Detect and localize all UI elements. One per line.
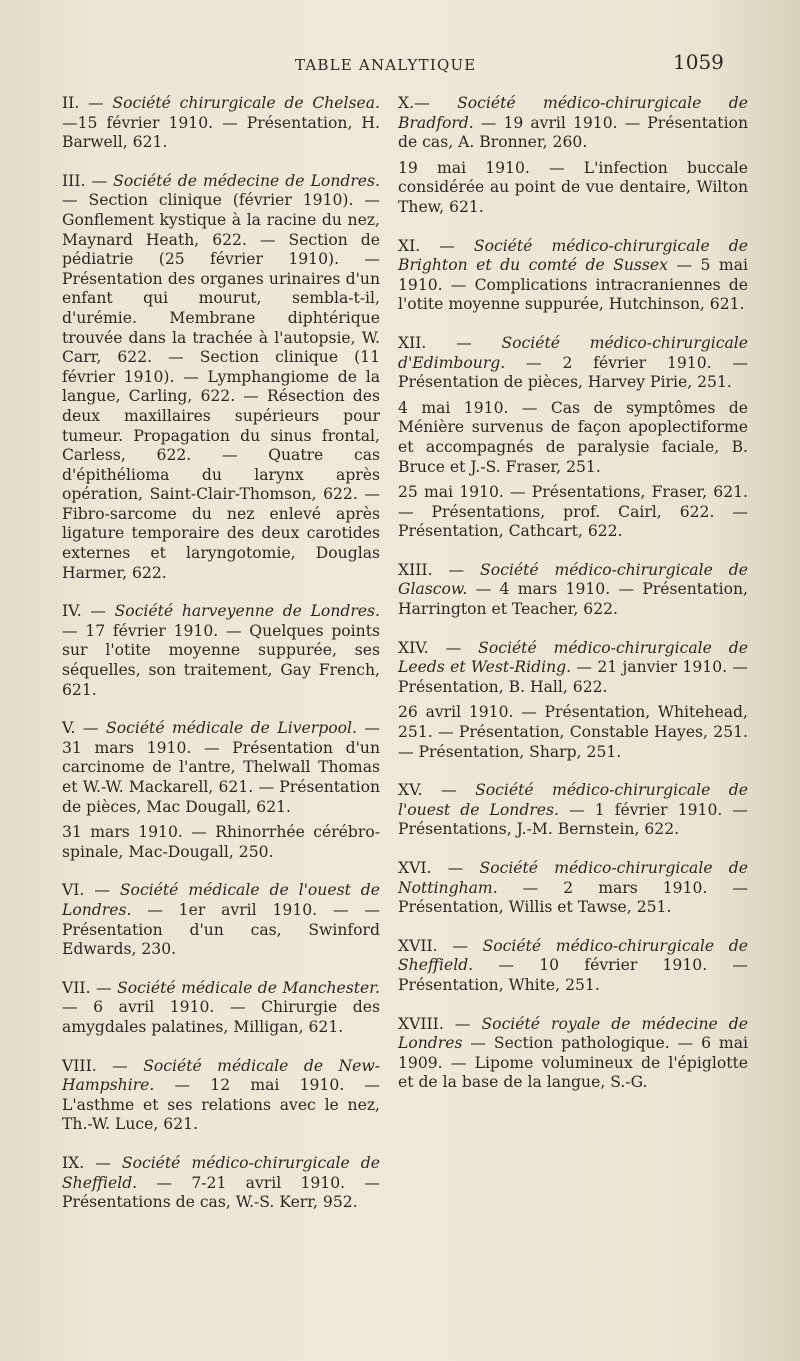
society-name: Société médico-chirurgicale d'Edimbourg. [398,333,749,372]
index-entry [398,1015,748,1093]
entry-separator: — [90,978,118,997]
index-entry [398,561,748,620]
entry-number: X. [398,94,415,112]
entry-separator: — [414,94,458,112]
entry-text: — 5 mai 1910. — Complications intracraniennes de l'otite moyenne suppurée, Hutchinson, 621. [398,256,748,314]
entry-text: — 6 avril 1910. — Chirurgie des amygdales palatines, Milligan, 621. [62,998,380,1036]
entry-subitem: 4 mai 1910. — Cas de symptômes de Ménière survenus de façon apoplectiforme et accompagnés de paralysie faciale, B. Bruce et J.-S. Fraser, 251. [398,398,748,476]
entry-separator: — [422,781,476,800]
entry-separator: — [431,859,480,877]
society-name: Société harveyenne de Londres. [114,602,380,621]
running-title: TABLE ANALYTIQUE [295,56,477,74]
right-column [398,94,748,1112]
index-entry [62,1154,380,1213]
entry-number: V. [62,719,76,738]
entry-number: XI. [398,236,421,255]
society-name: Société médico-chirurgicale de Brighton et du comté de Sussex [398,236,748,275]
society-name: Société médicale de New-Hampshire. [62,1056,380,1095]
entry-separator: — [75,719,107,738]
index-entry [398,781,748,840]
entry-separator: — [84,1153,122,1172]
entry-number: XII. [398,333,427,352]
index-entry [62,881,380,959]
index-entry [62,172,380,583]
entry-text: — 2 février 1910. — Présentation de pièces, Harvey Pirie, 251. [398,353,748,392]
index-entry [398,639,748,763]
index-entry [398,334,748,542]
entry-subitem: 31 mars 1910. — Rhinorrhée cérébro-spinale, Mac-Dougall, 250. [62,823,380,861]
entry-number: VII. [62,978,91,997]
entry-separator: — [428,638,479,657]
index-entry [62,979,380,1038]
index-entry [62,602,380,700]
entry-text: — 2 mars 1910. — Présentation, Willis et Tawse, 251. [398,878,748,917]
society-name: Société médicale de Manchester. [117,978,380,997]
left-column [62,94,380,1232]
entry-number: XV. [398,781,423,800]
entry-separator: — [437,936,483,955]
entry-number: IX. [62,1153,85,1172]
entry-text: — Section pathologique. — 6 mai 1909. — Lipome volumineux de l'épiglotte et de la base de la langue, S.-G. [398,1034,748,1092]
entry-separator: — [85,171,114,190]
entry-number: IV. [62,602,82,621]
society-name: Société royale de médecine de Londres [398,1014,748,1053]
society-name: Société médico-chirurgicale de Bradford. [398,94,748,132]
index-entry [398,937,748,996]
entry-text: — 1 février 1910. — Présentations, J.-M. Bernstein, 622. [398,800,748,839]
entry-text: — 21 janvier 1910. — Présentation, B. Hall, 622. [398,658,748,696]
entry-separator: — [96,1056,144,1075]
entry-separator: — [426,333,502,352]
entry-separator: — [81,602,115,621]
entry-text: — 19 avril 1910. — Présentation de cas, A. Bronner, 260. [398,113,748,152]
entry-number: XVI. [398,859,432,877]
entry-number: III. [62,171,86,190]
entry-number: VI. [62,881,85,900]
index-entry [398,237,748,315]
index-entry [62,719,380,862]
entry-text: — 7-21 avril 1910. — Présentations de cas, W.-S. Kerr, 952. [62,1173,380,1212]
entry-text: — 10 février 1910. — Présentation, White, 251. [398,956,748,994]
entry-subitem: 26 avril 1910. — Présentation, Whitehead, 251. — Présentation, Constable Hayes, 251. — Présentation, Sharp, 251. [398,703,748,761]
index-entry [62,94,380,153]
entry-text: — 17 février 1910. — Quelques points sur l'otite moyenne suppurée, ses séquelles, son traitement, Gay French, 621. [62,621,380,699]
entry-separator: — [79,94,113,112]
entry-number: XIV. [398,638,429,657]
entry-number: XVII. [398,936,438,955]
entry-number: II. [62,94,80,112]
entry-text: — 1er avril 1910. — — Présentation d'un cas, Swinford Edwards, 230. [62,900,380,959]
society-name: Société chirurgicale de Chelsea. [112,94,380,112]
entry-subitem: 19 mai 1910. — L'infection buccale considérée au point de vue dentaire, Wilton Thew, 621. [398,158,748,216]
entry-separator: — [84,881,120,900]
entry-subitem: 25 mai 1910. — Présentations, Fraser, 621. — Présentations, prof. Cairl, 622. — Présentation, Cathcart, 622. [398,483,748,541]
entry-separator: — [432,560,481,579]
entry-text: — 31 mars 1910. — Présentation d'un carcinome de l'antre, Thelwall Thomas et W.-W. Mackarell, 621. — Présentation de pièces, Mac Dougall, 621. [62,719,380,816]
society-name: Société médicale de Liverpool. [106,719,357,738]
entry-text: — 4 mars 1910. — Présentation, Harrington et Teacher, 622. [398,580,748,619]
entry-text: — Section clinique (février 1910). — Gonflement kystique à la racine du nez, Maynard Heath, 622. — Section de pédiatrie (25 février 1910). — Présentation des organes urinaires d'un enfant qui mourut, sembla-t-il, d'urémie. Membrane diphtérique trouvée dans la trachée à l'autopsie, W. Carr, 622. — Section clinique (11 février 1910). — Lymphangiome de la langue, Carling, 622. — Résection des deux maxillaires supérieurs pour tumeur. Propagation du sinus frontal, Carless, 622. — Quatre cas d'épithélioma du larynx après opération, Saint-Clair-Thomson, 622. — Fibro-sarcome du nez enlevé après ligature temporaire des deux carotides externes et laryngotomie, Douglas Harmer, 622. [62,191,380,582]
society-name: Société médico-chirurgicale de Sheffield. [398,936,748,975]
entry-text: —15 février 1910. — Présentation, H. Barwell, 621. [62,113,380,152]
entry-text: — 12 mai 1910. — L'asthme et ses relations avec le nez, Th.-W. Luce, 621. [62,1076,380,1134]
entry-separator: — [443,1014,482,1033]
society-name: Société médico-chirurgicale de Leeds et West-Riding. [398,638,748,677]
entry-number: VIII. [62,1056,97,1075]
society-name: Société médicale de l'ouest de Londres. [62,881,380,919]
entry-number: XVIII. [398,1014,444,1033]
society-name: Société de médecine de Londres. [113,171,380,190]
society-name: Société médico-chirurgicale de l'ouest de Londres. [398,781,748,819]
society-name: Société médico-chirurgicale de Sheffield. [62,1153,380,1192]
society-name: Société médico-chirurgicale de Glascow. [398,560,748,599]
entry-separator: — [420,236,474,255]
society-name: Société médico-chirurgicale de Nottingham. [398,859,748,897]
entry-number: XIII. [398,560,433,579]
index-entry [398,94,748,218]
page-number: 1059 [673,50,724,74]
index-entry [398,859,748,918]
index-entry [62,1057,380,1135]
